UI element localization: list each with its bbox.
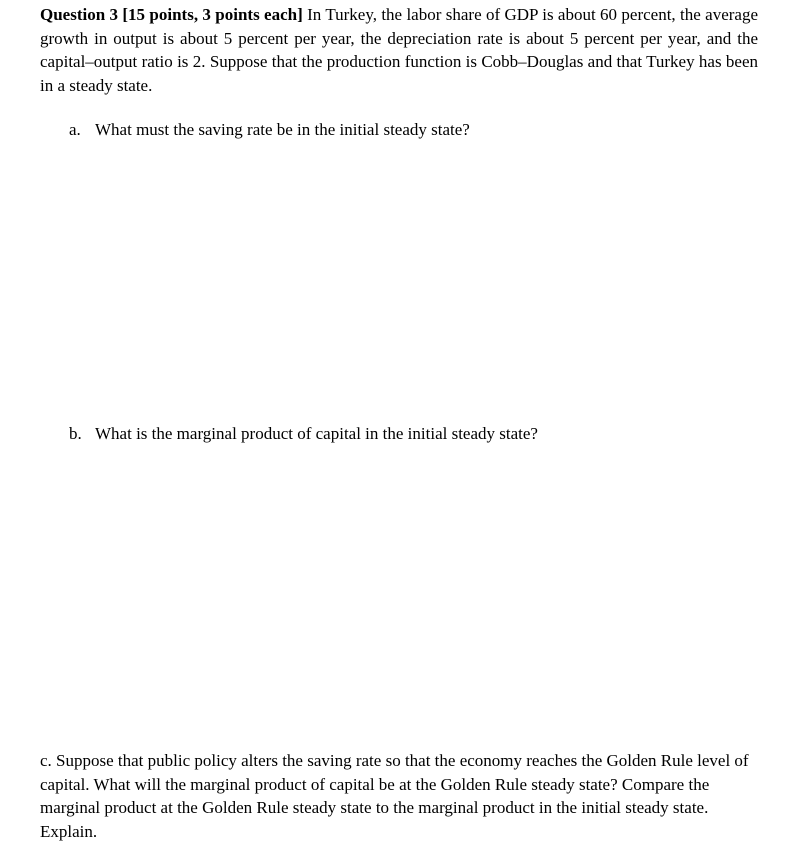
part-c-marker: c. xyxy=(40,751,52,770)
part-b-marker: b. xyxy=(69,424,82,443)
question-heading: Question 3 [15 points, 3 points each] xyxy=(40,5,303,24)
part-a-text: What must the saving rate be in the initial steady state? xyxy=(95,120,470,139)
question-intro xyxy=(40,3,758,97)
part-c-text: Suppose that public policy alters the saving rate so that the economy reaches the Golden Rule level of capital. What will the marginal product of capital be at the Golden Rule steady state? Compare the marginal product at the Golden Rule steady state to the marginal product in the initial steady state. Explain. xyxy=(40,751,749,841)
part-b-text: What is the marginal product of capital in the initial steady state? xyxy=(95,424,538,443)
question-intro-text: In Turkey, the labor share of GDP is about 60 percent, the average growth in output is about 5 percent per year, the depreciation rate is about 5 percent per year, and the capital–output ratio is 2. Suppose that the production function is Cobb–Douglas and that Turkey has been in a steady state. xyxy=(40,5,758,95)
part-c xyxy=(40,749,760,843)
part-a xyxy=(69,118,470,142)
part-a-marker: a. xyxy=(69,120,81,139)
part-b xyxy=(69,422,538,446)
